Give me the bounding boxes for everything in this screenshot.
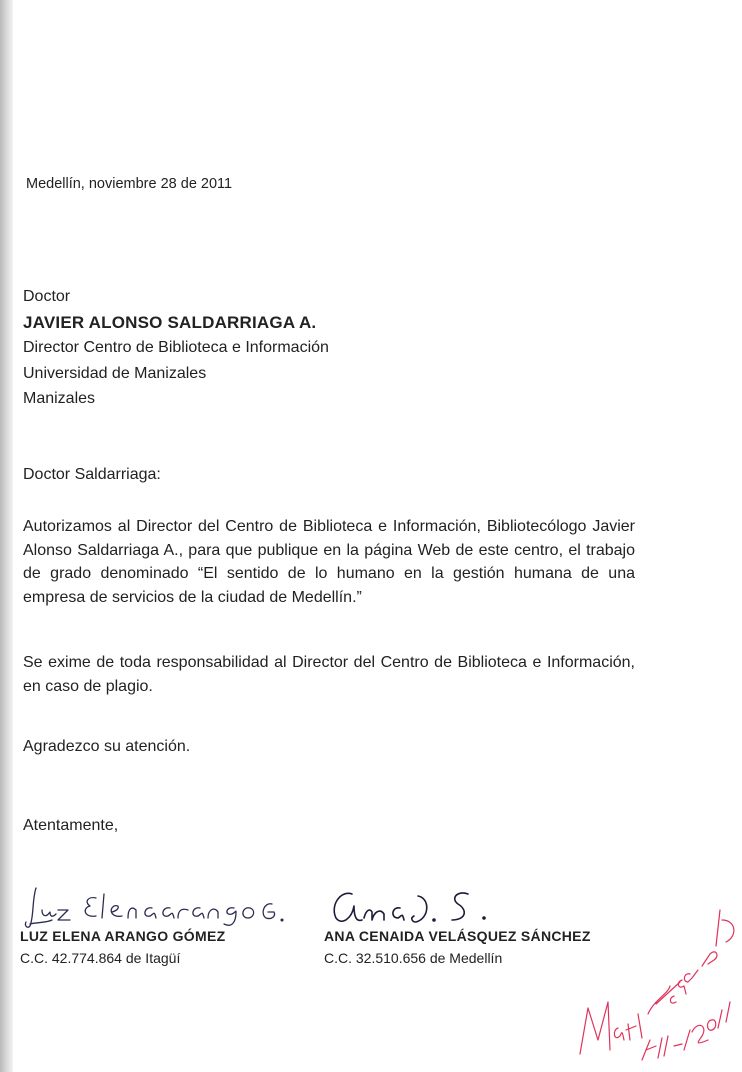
signature-luz-elena [20,882,270,930]
recipient-position: Director Centro de Biblioteca e Información [23,339,329,356]
body-paragraph-exemption: Se exime de toda responsabilidad al Director del Centro de Biblioteca e Información, en caso de plagio. [23,654,635,695]
scan-edge-shadow [0,0,13,1072]
signatory-name-1: LUZ ELENA ARANGO GÓMEZ [20,928,226,944]
signature-ana-cenaida [326,882,496,930]
letter-date: Medellín, noviembre 28 de 2011 [26,176,233,192]
thanks-line: Agradezco su atención. [23,738,191,755]
signatory-name-2: ANA CENAIDA VELÁSQUEZ SÁNCHEZ [324,928,591,944]
recipient-name: JAVIER ALONSO SALDARRIAGA A. [23,312,317,332]
recipient-city: Manizales [23,390,96,407]
greeting: Doctor Saldarriaga: [23,466,161,483]
recipient-block [23,284,329,412]
signatory-id-1: C.C. 42.774.864 de Itagüí [20,950,181,966]
signatory-id-2: C.C. 32.510.656 de Medellín [324,950,503,966]
recipient-title: Doctor [23,288,71,305]
body-paragraph-authorization: Autorizamos al Director del Centro de Biblioteca e Información, Bibliotecólogo Javier Alonso Saldarriaga A., para que publique en la página Web de este centro, el trabajo de grado denominado “El sentido de lo humano en la gestión humana de una empresa de servicios de la ciudad de Medellín.” [23,518,635,606]
closing-line: Atentamente, [23,817,119,834]
recipient-institution: Universidad de Manizales [23,364,207,382]
handwritten-annotation [570,890,740,1070]
